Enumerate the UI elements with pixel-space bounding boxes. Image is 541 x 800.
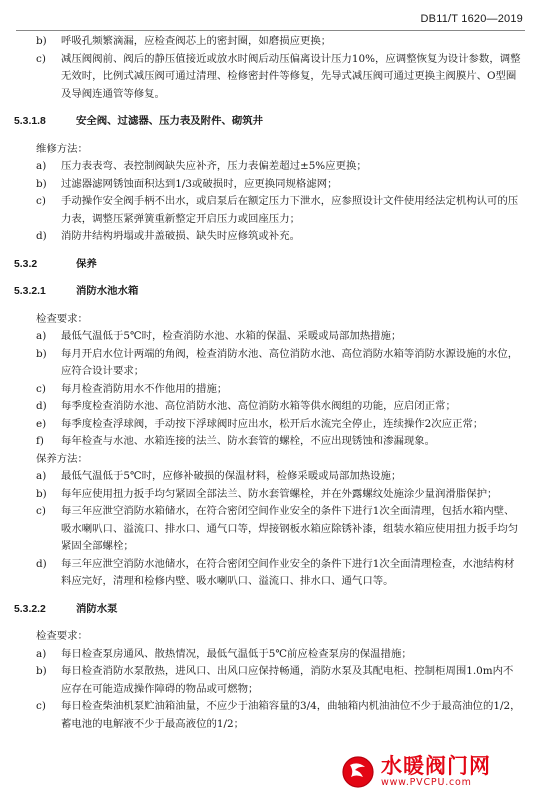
list-item-label: f) [36,435,44,447]
list-item-text: 每日检查泵房通风、散热情况，最低气温低于5℃前应检查泵房的保温措施； [61,647,412,660]
list-item [36,503,521,556]
watermark-url: www.PVCPU.com [381,777,472,788]
list-item-label: b) [36,35,47,47]
list-item [36,646,521,664]
header-rule [16,30,525,31]
list-item [36,663,521,698]
list-item [36,433,521,451]
list-item [36,33,521,51]
section-heading [14,113,521,131]
list-item-label: a) [36,330,47,342]
list-item [36,158,521,176]
section-number: 5.3.2 [14,258,38,270]
list-item [36,176,521,194]
list-item [36,328,521,346]
section-heading [14,256,521,274]
list-item-text: 呼吸孔频繁滴漏，应检查阀芯上的密封圈，如磨损应更换； [61,35,332,47]
list-item [36,398,521,416]
paragraph-label: 检查要求： [36,312,88,325]
list-item-label: a) [36,647,47,660]
section-title: 安全阀、过滤器、压力表及附件、砌筑井 [76,116,264,127]
section-number: 5.3.2.1 [14,286,46,297]
list-item-label: c) [36,505,46,517]
paragraph-label: 检查要求： [36,630,88,642]
section-number: 5.3.1.8 [14,116,46,127]
list-item-text: 减压阀阀前、阀后的静压值接近或放水时阀后动压偏离设计压力10%，应调整恢复为设计参数，调整无效时，比例式减压阀可通过清理、检修密封件等修复，先导式减压阀可通过更换主阀膜片、O型圈及导阀连通管等修复。 [61,52,521,100]
list-item-label: b) [36,665,47,677]
section-heading [14,601,521,619]
section-title: 消防水泵 [76,603,118,615]
list-item-label: d) [36,230,47,242]
section-heading [14,283,521,301]
list-item [36,486,521,504]
list-item-text: 压力表表弯、表控制阀缺失应补齐，压力表偏差超过±5%应更换； [61,160,367,172]
list-item-text: 手动操作安全阀手柄不出水，或启泵后在额定压力下泄水，应参照设计文件使用经法定机构认可的压力表，调整压紧弹簧重新整定开启压力或回座压力； [61,195,519,225]
paragraph-label: 维修方法： [36,142,88,155]
list-item-label: b) [36,347,47,360]
watermark-title: 水暖阀门网 [381,754,491,778]
list-item-text: 每月检查消防用水不作他用的措施； [61,382,228,395]
list-item [36,228,521,246]
list-item-label: a) [36,470,47,482]
list-item [36,416,521,434]
list-item [36,51,521,104]
watermark [341,752,531,792]
list-item-text: 每日检查消防水泵散热，进风口、出风口应保持畅通，消防水泵及其配电柜、控制柜周围1.0m内不应存在可能造成操作障碍的物品或可燃物； [61,665,514,695]
list-item-label: a) [36,160,47,172]
list-item-text: 每月开启水位计两端的角阀，检查消防水池、高位消防水池、高位消防水箱等消防水源设施的水位，应符合设计要求； [61,347,519,377]
list-item-text: 消防井结构坍塌或井盖破损、缺失时应修筑或补充。 [61,230,300,242]
list-item [36,193,521,228]
list-item-label: c) [36,195,46,207]
list-item-text: 每年应使用扭力扳手均匀紧固全部法兰、防水套管螺栓，并在外露螺纹处施涂少量润滑脂保护； [61,487,498,500]
section-title: 保养 [76,258,97,270]
list-item-text: 每三年应泄空消防水池储水，在符合密闭空间作业安全的条件下进行1次全面清理检查，水池结构材料应完好，清理和检修内壁、吸水喇叭口、溢流口、排水口、通气口等。 [61,557,515,587]
list-item-text: 每年检查与水池、水箱连接的法兰、防水套管的螺栓，不应出现锈蚀和渗漏现象。 [61,435,436,447]
list-item [36,698,521,733]
valve-swirl-logo-icon [341,755,375,789]
list-item-text: 每季度检查消防水池、高位消防水池、高位消防水箱等供水阀组的功能，应启闭正常； [61,400,456,412]
list-item-label: e) [36,417,47,430]
section-number: 5.3.2.2 [14,603,46,615]
list-item-text: 最低气温低于5℃时，应修补破损的保温材料，检修采暖或局部加热设施； [61,470,402,482]
list-item-label: c) [36,382,46,395]
document-code: DB11/T 1620—2019 [420,13,523,25]
list-item-label: c) [36,52,46,65]
list-item-text: 每日检查柴油机泵贮油箱油量，不应少于油箱容量的3/4，曲轴箱内机油油位不少于最高油位的1/2，蓄电池的电解液不少于最高液位的1/2； [61,700,521,730]
paragraph-label: 保养方法： [36,452,88,465]
list-item-label: b) [36,487,47,500]
list-item-label: b) [36,177,47,190]
list-item-label: c) [36,700,46,712]
list-item-text: 过滤器滤网锈蚀面积达到1/3或破损时，应更换同规格滤网； [61,177,338,190]
document-body [14,33,521,733]
section-title: 消防水池水箱 [76,286,139,297]
list-item-text: 每季度检查浮球阀，手动按下浮球阀时应出水，松开后水流完全停止，连续操作2次应正常； [61,417,484,430]
list-item [36,468,521,486]
list-item [36,556,521,591]
list-item-text: 最低气温低于5℃时，检查消防水池、水箱的保温、采暖或局部加热措施； [61,330,402,342]
list-item-label: d) [36,400,47,412]
list-item [36,381,521,399]
list-item-text: 每三年应泄空消防水箱储水，在符合密闭空间作业安全的条件下进行1次全面清理，包括水箱内壁、吸水喇叭口、溢流口、排水口、通气口等，焊接钢板水箱应除锈补漆，组装水箱应使用扭力扳手均匀紧固全部螺栓； [61,505,519,552]
list-item [36,346,521,381]
list-item-label: d) [36,557,47,570]
